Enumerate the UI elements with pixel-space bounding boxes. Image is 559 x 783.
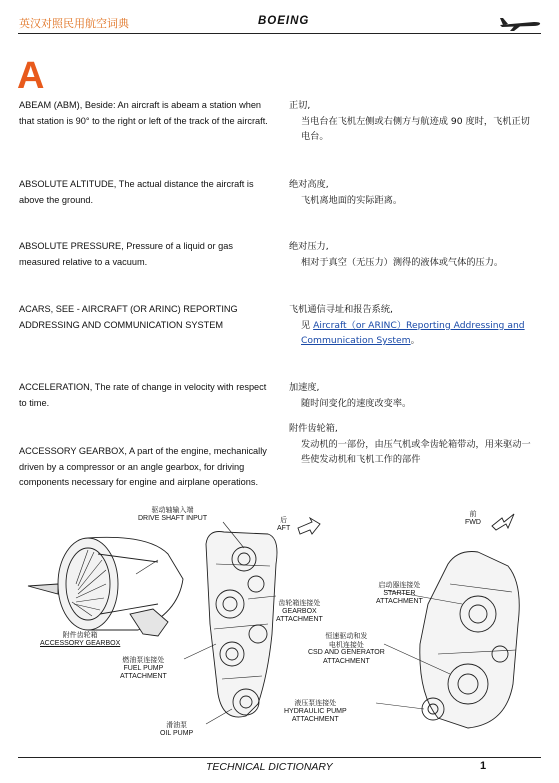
header-title: 英汉对照民用航空词典 (19, 18, 129, 30)
label-hydraulic-pump-attachment: 液压泵连接处 HYDRAULIC PUMP ATTACHMENT (284, 699, 347, 723)
definition-cn: 随时间变化的速度改变率。 (301, 397, 412, 409)
definition-cn: 相对于真空（无压力）测得的液体或气体的压力。 (301, 256, 504, 268)
definition-cn (289, 318, 539, 349)
section-letter: A (17, 55, 45, 97)
entry-cn-acars (289, 302, 539, 349)
label-starter-attachment: 启动器连接处 STARTER ATTACHMENT (376, 581, 423, 605)
entry-cn-absolute-pressure (289, 239, 539, 270)
term-cn: 正切, (289, 100, 311, 111)
entry-cn-absolute-altitude (289, 177, 539, 208)
see-prefix: 见 (301, 319, 314, 331)
term-cn: 加速度, (289, 382, 320, 393)
entry-en-acceleration: ACCELERATION, The rate of change in velocity with respect to time. (19, 382, 267, 408)
entry-en-absolute-altitude: ABSOLUTE ALTITUDE, The actual distance the aircraft is above the ground. (19, 179, 254, 205)
term-cn: 附件齿轮箱, (289, 423, 338, 434)
see-suffix: 。 (410, 335, 420, 347)
airplane-logo-icon (498, 14, 542, 32)
footer-divider (18, 757, 541, 758)
entry-en-abeam: ABEAM (ABM), Beside: An aircraft is abeam a station when that station is 90° to the right or left of the track of the aircraft. (19, 100, 268, 126)
term-cn: 飞机通信寻址和报告系统, (289, 304, 393, 315)
entry-cn-accessory-gearbox (289, 421, 539, 468)
label-oil-pump: 滑油泵 OIL PUMP (160, 721, 194, 737)
definition-cn: 当电台在飞机左侧或右侧方与航迹成 90 度时，飞机正切电台。 (301, 115, 530, 143)
label-fwd: 前 FWD (465, 510, 481, 526)
entry-en-accessory-gearbox: ACCESSORY GEARBOX, A part of the engine, mechanically driven by a compressor or an angle gearbox, for driving components necessary for engine and airplane operations. (19, 446, 267, 488)
footer-title: TECHNICAL DICTIONARY (206, 761, 333, 773)
label-aft: 后 AFT (277, 516, 291, 532)
gearbox-illustration (18, 504, 548, 754)
entry-en-absolute-pressure: ABSOLUTE PRESSURE, Pressure of a liquid or gas measured relative to a vacuum. (19, 241, 233, 267)
page-number: 1 (480, 760, 487, 772)
label-gearbox-attachment: 齿轮箱连接处 GEARBOX ATTACHMENT (276, 599, 323, 623)
label-accessory-gearbox: 附件齿轮箱 ACCESSORY GEARBOX (40, 631, 121, 647)
entry-en-acars: ACARS, SEE - AIRCRAFT (OR ARINC) REPORTING ADDRESSING AND COMMUNICATION SYSTEM (19, 304, 238, 330)
term-cn: 绝对高度, (289, 179, 329, 190)
header-brand: BOEING (258, 15, 310, 27)
term-cn: 绝对压力, (289, 241, 329, 252)
entry-cn-acceleration (289, 380, 539, 411)
cross-reference-link[interactable]: Aircraft（or ARINC）Reporting Addressing and Communication System (301, 319, 525, 347)
accessory-gearbox-diagram (18, 504, 548, 754)
label-drive-shaft-input: 驱动轴输入端 DRIVE SHAFT INPUT (138, 506, 208, 522)
definition-cn: 发动机的一部份，由压气机或伞齿轮箱带动，用来驱动一些使发动机和飞机工作的部件 (301, 438, 531, 466)
header-divider (18, 33, 541, 34)
label-fuel-pump-attachment: 燃油泵连接处 FUEL PUMP ATTACHMENT (120, 656, 167, 680)
definition-cn: 飞机离地面的实际距离。 (301, 194, 403, 206)
label-csd-generator-attachment: 恒速驱动和发 电机连接处 CSD AND GENERATOR ATTACHMENT (308, 632, 385, 665)
entry-cn-abeam (289, 98, 539, 145)
